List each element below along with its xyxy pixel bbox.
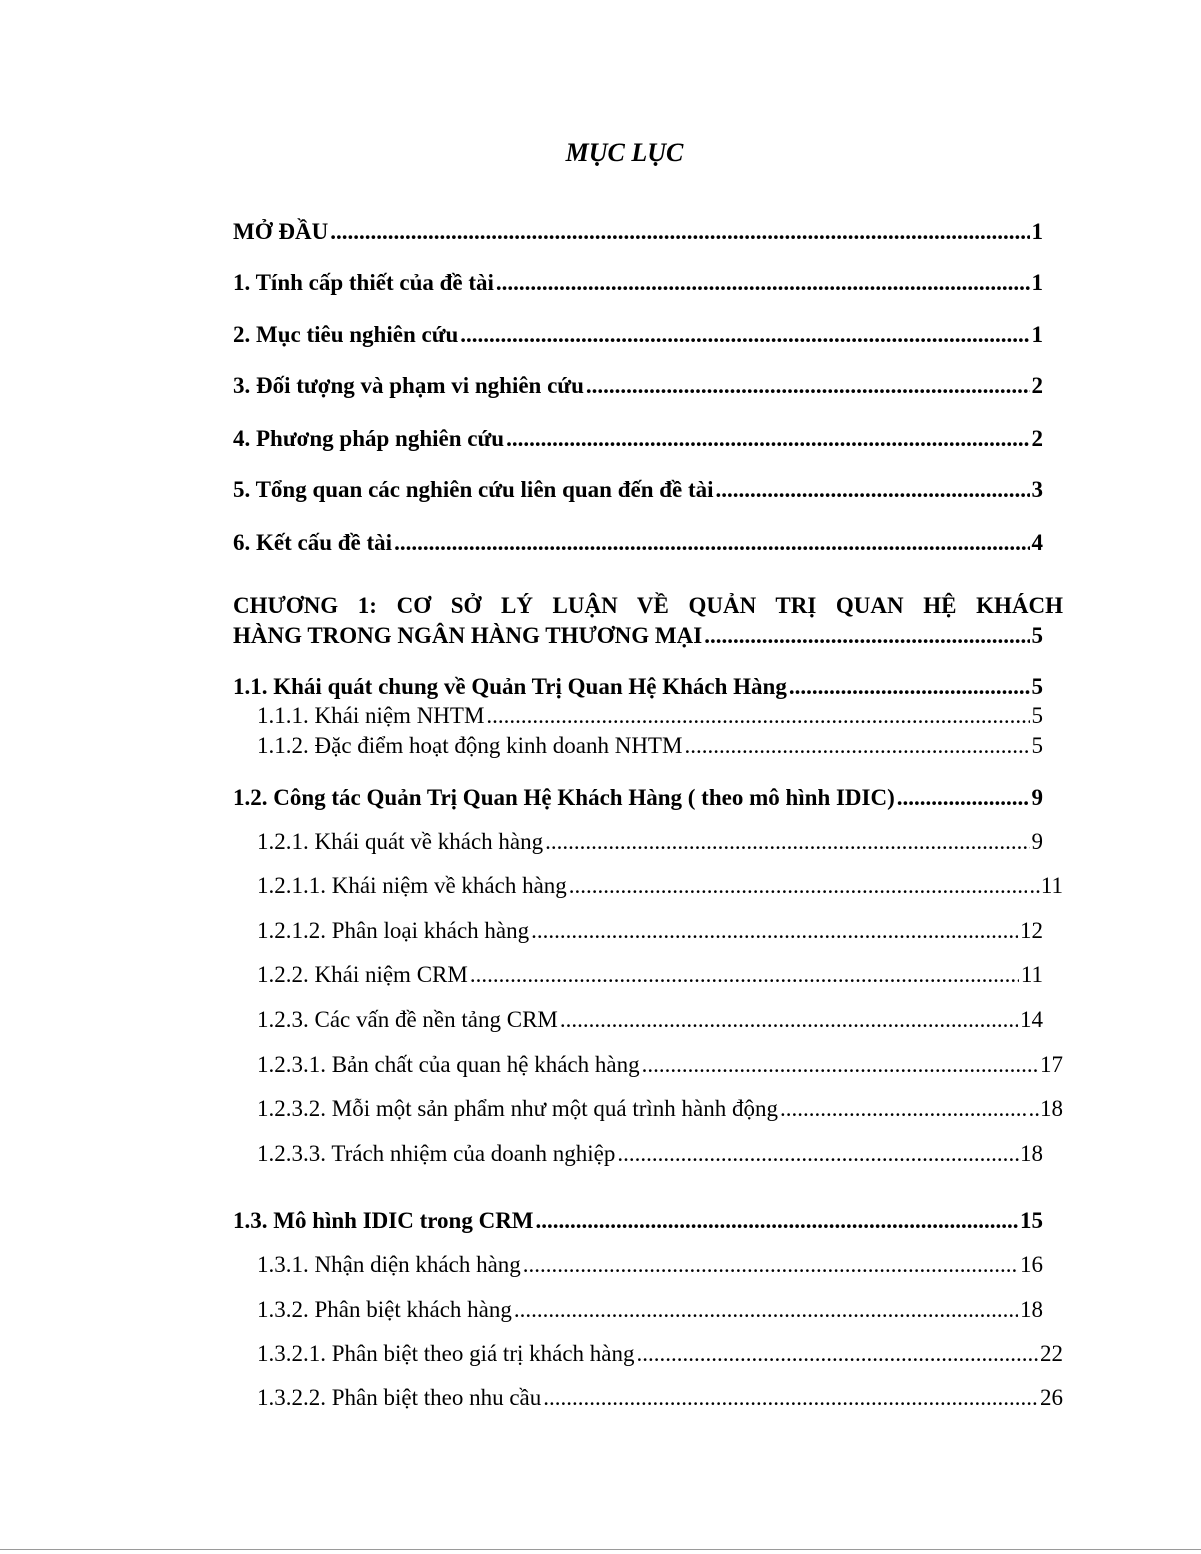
dot-leader xyxy=(716,474,1030,506)
page-title: MỤC LỤC xyxy=(565,138,684,167)
toc-entry-label: 5. Tổng quan các nghiên cứu liên quan đến đề tài xyxy=(233,477,714,502)
toc-entry-page: 9 xyxy=(1031,785,1043,810)
dot-leader xyxy=(897,782,1030,814)
toc-entry-1-2-1[interactable] xyxy=(257,826,1043,858)
toc-entry-label: 3. Đối tượng và phạm vi nghiên cứu xyxy=(233,373,584,398)
toc-entry-mo-dau[interactable] xyxy=(233,216,1043,248)
dot-leader xyxy=(330,216,1029,248)
toc-entry-label: 1.2.3. Các vấn đề nền tảng CRM xyxy=(257,1007,558,1032)
toc-entry-label: 1.2.1.2. Phân loại khách hàng xyxy=(257,918,530,943)
toc-entry-label: 2. Mục tiêu nghiên cứu xyxy=(233,322,459,347)
toc-entry-1-3-2[interactable] xyxy=(257,1294,1043,1326)
toc-entry-1-2-2[interactable] xyxy=(257,959,1043,991)
toc-entry-page: ..11 xyxy=(1029,873,1063,898)
toc-entry-5[interactable] xyxy=(233,474,1043,506)
toc-entry-page: 5 xyxy=(1031,703,1043,728)
toc-entry-page: 3 xyxy=(1031,477,1043,502)
dot-leader xyxy=(460,319,1029,351)
chapter-1-heading-line1[interactable]: CHƯƠNG 1: CƠ SỞ LÝ LUẬN VỀ QUẢN TRỊ QUAN HỆ KHÁCH xyxy=(233,593,1063,618)
toc-entry-1-2-1-2[interactable] xyxy=(257,915,1043,947)
toc-entry-label: 1.3.2.1. Phân biệt theo giá trị khách hàng xyxy=(257,1341,635,1366)
toc-entry-2[interactable] xyxy=(233,319,1043,351)
toc-entry-label: 1.3. Mô hình IDIC trong CRM xyxy=(233,1208,534,1233)
toc-entry-page: 14 xyxy=(1020,1007,1043,1032)
toc-entry-label: 1.2.3.3. Trách nhiệm của doanh nghiệp xyxy=(257,1141,616,1166)
chapter-1-heading-line2[interactable] xyxy=(233,620,1043,652)
toc-entry-page: 9 xyxy=(1031,829,1043,854)
toc-entry-page: 17 xyxy=(1040,1052,1063,1077)
toc-entry-1-3-1[interactable] xyxy=(257,1249,1043,1281)
toc-entry-1-2-3-1[interactable] xyxy=(257,1049,1063,1081)
toc-entry-1[interactable] xyxy=(233,267,1043,299)
toc-entry-page: 2 xyxy=(1031,426,1043,451)
toc-entry-label: 1.2.3.1. Bản chất của quan hệ khách hàng xyxy=(257,1052,640,1077)
dot-leader xyxy=(617,1138,1006,1170)
toc-entry-page: 5 xyxy=(1031,674,1043,699)
toc-entry-1-1[interactable] xyxy=(233,671,1043,703)
dot-leader xyxy=(536,1205,1018,1237)
toc-entry-page: 16 xyxy=(1020,1252,1043,1277)
toc-entry-label: 4. Phương pháp nghiên cứu xyxy=(233,426,505,451)
toc-entry-label: 1.2.3.2. Mỗi một sản phẩm như một quá trình hành động xyxy=(257,1096,778,1121)
toc-entry-label: 1.1. Khái quát chung về Quản Trị Quan Hệ Khách Hàng xyxy=(233,674,787,699)
dot-leader xyxy=(496,267,1030,299)
toc-entry-page: 22 xyxy=(1040,1341,1063,1366)
toc-entry-label: 1.2.1.1. Khái niệm về khách hàng xyxy=(257,873,567,898)
toc-entry-page: 18 xyxy=(1020,1297,1043,1322)
toc-entry-label: HÀNG TRONG NGÂN HÀNG THƯƠNG MẠI xyxy=(233,623,703,648)
toc-entry-1-1-2[interactable] xyxy=(257,730,1043,762)
toc-entry-label: 1.1.1. Khái niệm NHTM xyxy=(257,703,485,728)
dot-leader xyxy=(569,870,1028,902)
dot-leader xyxy=(523,1249,1018,1281)
toc-entry-label: 6. Kết cấu đề tài xyxy=(233,530,393,555)
dot-leader xyxy=(637,1338,1038,1370)
dot-leader xyxy=(514,1294,1018,1326)
dot-leader xyxy=(486,700,1029,732)
dot-leader xyxy=(789,671,1030,703)
toc-entry-label: 1.3.1. Nhận diện khách hàng xyxy=(257,1252,521,1277)
toc-entry-1-2[interactable] xyxy=(233,782,1043,814)
toc-entry-label: 1. Tính cấp thiết của đề tài xyxy=(233,270,494,295)
dot-leader xyxy=(586,370,1030,402)
toc-entry-1-2-3-2[interactable] xyxy=(257,1093,1063,1125)
toc-entry-4[interactable] xyxy=(233,423,1043,455)
dot-leader xyxy=(506,423,1029,455)
dot-leader xyxy=(704,620,1029,652)
toc-entry-1-2-3-3[interactable] xyxy=(257,1138,1043,1170)
toc-entry-page: 2 xyxy=(1031,373,1043,398)
toc-entry-label: 1.2.1. Khái quát về khách hàng xyxy=(257,829,544,854)
dot-leader xyxy=(470,959,1019,991)
toc-entry-label: 1.2. Công tác Quản Trị Quan Hệ Khách Hàng ( theo mô hình IDIC) xyxy=(233,785,895,810)
toc-entry-page: 11 xyxy=(1020,962,1043,987)
toc-entry-page: 5 xyxy=(1031,733,1043,758)
toc-entry-1-3-2-2[interactable] xyxy=(257,1382,1063,1414)
toc-entry-page: 4 xyxy=(1031,530,1043,555)
dot-leader xyxy=(780,1093,1027,1125)
toc-entry-1-3-2-1[interactable] xyxy=(257,1338,1063,1370)
toc-entry-page: 12 xyxy=(1020,918,1043,943)
toc-entry-page: 1 xyxy=(1031,270,1043,295)
dot-leader xyxy=(531,915,1018,947)
toc-entry-label: 1.1.2. Đặc điểm hoạt động kinh doanh NHTM xyxy=(257,733,683,758)
toc-entry-6[interactable] xyxy=(233,527,1043,559)
dot-leader xyxy=(543,1382,1038,1414)
toc-entry-page: ..18 xyxy=(1028,1096,1063,1121)
toc-entry-label: MỞ ĐẦU xyxy=(233,219,329,244)
toc-entry-1-2-1-1[interactable] xyxy=(257,870,1063,902)
dot-leader xyxy=(545,826,1029,858)
toc-entry-label: 1.3.2.2. Phân biệt theo nhu cầu xyxy=(257,1385,542,1410)
toc-entry-1-3[interactable] xyxy=(233,1205,1043,1237)
toc-entry-3[interactable] xyxy=(233,370,1043,402)
toc-entry-page: 1 xyxy=(1031,219,1043,244)
page-bottom-rule xyxy=(0,1549,1201,1550)
toc-entry-label: 1.2.2. Khái niệm CRM xyxy=(257,962,468,987)
toc-entry-page: 1 xyxy=(1031,322,1043,347)
dot-leader xyxy=(642,1049,1038,1081)
dot-leader xyxy=(684,730,1029,762)
toc-entry-label: 1.3.2. Phân biệt khách hàng xyxy=(257,1297,512,1322)
toc-entry-1-1-1[interactable] xyxy=(257,700,1043,732)
toc-entry-1-2-3[interactable] xyxy=(257,1004,1043,1036)
dot-leader xyxy=(394,527,1029,559)
toc-entry-page: ..18 xyxy=(1008,1141,1043,1166)
toc-entry-page: 15 xyxy=(1020,1208,1043,1233)
toc-entry-page: 5 xyxy=(1031,623,1043,648)
toc-entry-page: 26 xyxy=(1040,1385,1063,1410)
dot-leader xyxy=(560,1004,1018,1036)
